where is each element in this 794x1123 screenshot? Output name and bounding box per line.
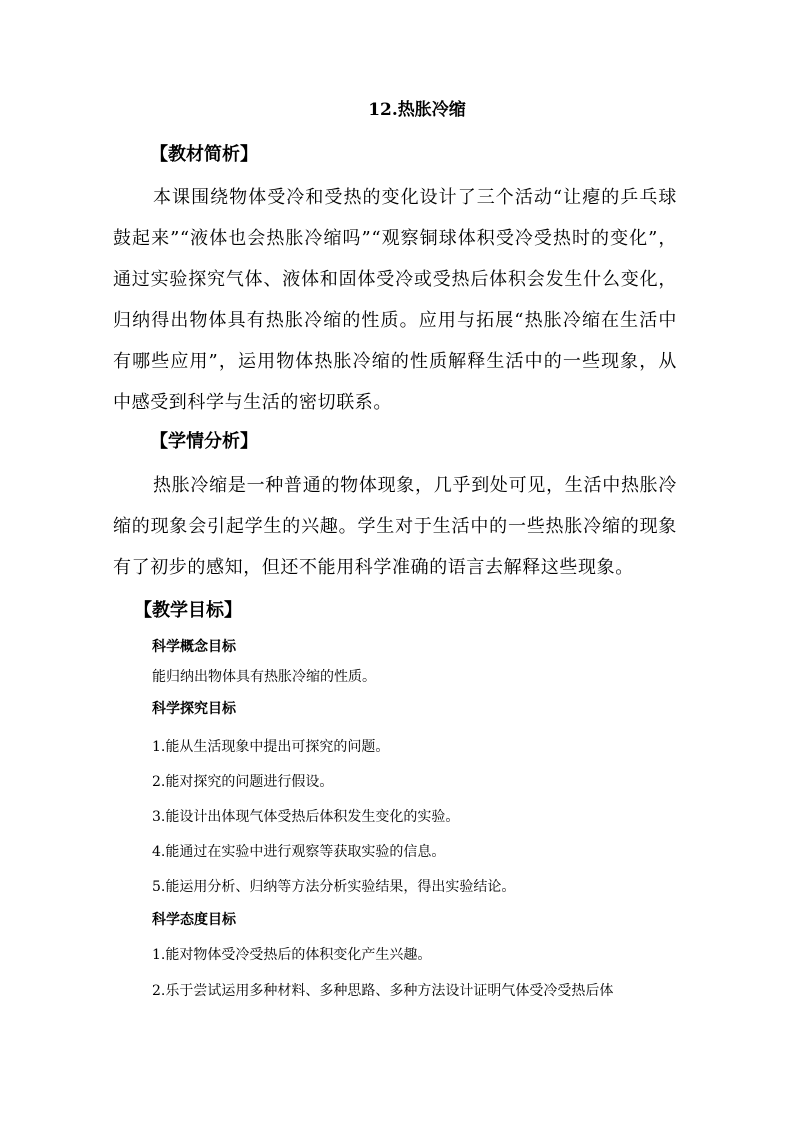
- subheading-concept-goal: 科学概念目标: [152, 639, 236, 655]
- inquiry-goal-item: 3.能设计出体现气体受热后体积发生变化的实验。: [152, 809, 460, 825]
- attitude-goal-item: 1.能对物体受冷受热后的体积变化产生兴趣。: [152, 947, 432, 963]
- inquiry-goal-item: 1.能从生活现象中提出可探究的问题。: [152, 739, 390, 755]
- paragraph-textbook-analysis: 本课围绕物体受冷和受热的变化设计了三个活动“让瘪的乒乓球鼓起来”“液体也会热胀冷缩吗”“观察铜球体积受冷受热时的变化”，通过实验探究气体、液体和固体受冷或受热后体积会发生什么变化，归纳得出物体具有热胀冷缩的性质。应用与拓展“热胀冷缩在生活中有哪些应用”，运用物体热胀冷缩的性质解释生活中的一些现象，从中感受到科学与生活的密切联系。: [113, 187, 677, 413]
- inquiry-goal-item: 2.能对探究的问题进行假设。: [152, 774, 334, 790]
- subheading-inquiry-goal: 科学探究目标: [152, 701, 236, 717]
- inquiry-goal-item: 4.能通过在实验中进行观察等获取实验的信息。: [152, 844, 446, 860]
- attitude-goal-item: 2.乐于尝试运用多种材料、多种思路、多种方法设计证明气体受冷受热后体: [152, 983, 614, 999]
- paragraph-student-analysis: 热胀冷缩是一种普通的物体现象，几乎到处可见，生活中热胀冷缩的现象会引起学生的兴趣。学生对于生活中的一些热胀冷缩的现象有了初步的感知，但还不能用科学准确的语言去解释这些现象。: [113, 475, 677, 578]
- heading-textbook-analysis: 【教材简析】: [150, 144, 258, 165]
- lesson-title: 12.热胀冷缩: [368, 100, 466, 120]
- inquiry-goal-item: 5.能运用分析、归纳等方法分析实验结果，得出实验结论。: [152, 879, 516, 895]
- heading-teaching-goals: 【教学目标】: [134, 600, 242, 621]
- concept-goal-text: 能归纳出物体具有热胀冷缩的性质。: [152, 669, 376, 685]
- heading-student-analysis: 【学情分析】: [150, 431, 258, 452]
- subheading-attitude-goal: 科学态度目标: [152, 912, 236, 928]
